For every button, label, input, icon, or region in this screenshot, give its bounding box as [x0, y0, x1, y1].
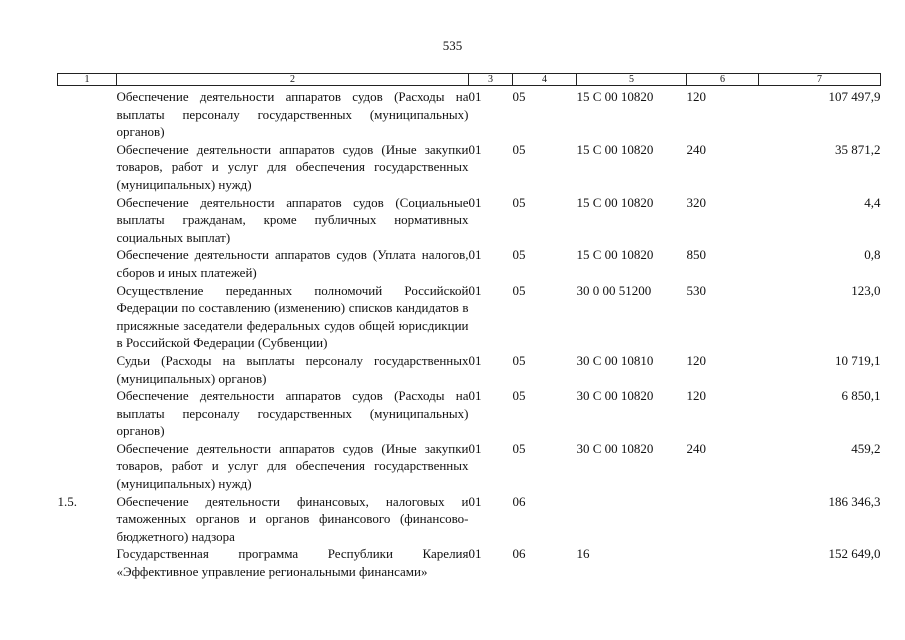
column-header: 4 [513, 74, 577, 86]
column-header: 5 [577, 74, 687, 86]
target-article-code: 30 0 00 51200 [576, 282, 652, 298]
expense-type-code: 240 [686, 440, 706, 456]
expense-type-code: 850 [686, 247, 706, 263]
row-number [58, 86, 117, 141]
amount: 107 497,9 [828, 89, 881, 104]
expense-type-code: 320 [686, 194, 706, 210]
subsection-code: 05 [512, 440, 526, 456]
row-number [58, 387, 117, 440]
subsection-code: 06 [512, 546, 526, 562]
amount: 459,2 [851, 440, 881, 456]
amount: 0,8 [864, 247, 881, 263]
expense-type-code: 120 [686, 388, 706, 404]
target-article-code: 30 С 00 10820 [576, 440, 654, 456]
row-description: Обеспечение деятельности аппаратов судов (Уплата налогов, сборов и иных платежей) [116, 247, 469, 280]
column-header: 7 [759, 74, 881, 86]
expense-type-code: 120 [686, 352, 706, 368]
section-code: 01 [468, 388, 482, 404]
row-description: Государственная программа Республики Карелия «Эффективное управление региональными финансами» [116, 546, 469, 580]
section-code: 01 [468, 352, 482, 368]
table-row [58, 352, 881, 387]
row-description: Обеспечение деятельности аппаратов судов (Социальные выплаты гражданам, кроме публичных нормативных социальных выплат) [116, 194, 469, 245]
subsection-code: 06 [512, 493, 526, 509]
row-number [58, 141, 117, 194]
subsection-code: 05 [512, 388, 526, 404]
amount: 6 850,1 [841, 388, 881, 404]
subsection-code: 05 [512, 141, 526, 157]
target-article-code: 30 С 00 10820 [576, 388, 654, 404]
section-code: 01 [468, 440, 482, 456]
page-number: 535 [442, 38, 463, 53]
budget-table [57, 73, 881, 581]
row-description: Обеспечение деятельности аппаратов судов (Иные закупки товаров, работ и услуг для обеспечения государственных (муниципальных) нужд) [116, 141, 469, 192]
row-number [58, 282, 117, 352]
target-article-code: 30 С 00 10810 [576, 352, 654, 368]
table-row [58, 246, 881, 281]
row-description: Обеспечение деятельности аппаратов судов (Расходы на выплаты персоналу государственных (муниципальных) органов) [116, 388, 469, 439]
amount: 10 719,1 [835, 352, 881, 368]
table-row [58, 282, 881, 352]
target-article-code: 15 С 00 10820 [576, 89, 654, 104]
section-code: 01 [468, 141, 482, 157]
amount: 186 346,3 [828, 493, 881, 509]
amount: 35 871,2 [835, 141, 881, 157]
target-article-code: 15 С 00 10820 [576, 194, 654, 210]
subsection-code: 05 [512, 194, 526, 210]
expense-type-code: 240 [686, 141, 706, 157]
subsection-code: 05 [512, 89, 526, 104]
table-row [58, 493, 881, 546]
section-code: 01 [468, 194, 482, 210]
amount: 123,0 [851, 282, 881, 298]
row-number [58, 246, 117, 281]
section-code: 01 [468, 493, 482, 509]
row-description: Судьи (Расходы на выплаты персоналу государственных (муниципальных) органов) [116, 352, 469, 386]
column-header: 3 [469, 74, 513, 86]
row-number [58, 440, 117, 493]
table-row [58, 141, 881, 194]
expense-type-code: 530 [686, 282, 706, 298]
table-row [58, 387, 881, 440]
column-header: 6 [687, 74, 759, 86]
amount: 152 649,0 [828, 546, 881, 562]
row-description: Обеспечение деятельности финансовых, налоговых и таможенных органов и органов финансового (финансово-бюджетного) надзора [116, 493, 469, 544]
column-header: 2 [117, 74, 469, 86]
section-code: 01 [468, 89, 482, 104]
column-header: 1 [58, 74, 117, 86]
column-header-row [58, 74, 881, 86]
subsection-code: 05 [512, 282, 526, 298]
subsection-code: 05 [512, 352, 526, 368]
amount: 4,4 [864, 194, 881, 210]
section-code: 01 [468, 247, 482, 263]
expense-type-code [687, 545, 759, 580]
row-number [58, 194, 117, 247]
table-row [58, 545, 881, 580]
target-article-code [577, 493, 687, 546]
expense-type-code [687, 493, 759, 546]
row-number: 1.5. [57, 493, 77, 509]
section-code: 01 [468, 546, 482, 562]
target-article-code: 16 [576, 546, 590, 562]
row-description: Осуществление переданных полномочий Российской Федерации по составлению (изменению) списков кандидатов в присяжные заседатели федеральных судов общей юрисдикции в Российской Федерации (Субвенции) [116, 282, 469, 351]
section-code: 01 [468, 282, 482, 298]
row-number [58, 545, 117, 580]
target-article-code: 15 С 00 10820 [576, 247, 654, 263]
table-row [58, 86, 881, 141]
table-row [58, 440, 881, 493]
target-article-code: 15 С 00 10820 [576, 141, 654, 157]
row-description: Обеспечение деятельности аппаратов судов (Иные закупки товаров, работ и услуг для обеспечения государственных (муниципальных) нужд) [116, 440, 469, 492]
row-number [58, 352, 117, 387]
table-row [58, 194, 881, 247]
subsection-code: 05 [512, 247, 526, 263]
expense-type-code: 120 [686, 89, 706, 104]
row-description: Обеспечение деятельности аппаратов судов (Расходы на выплаты персоналу государственных (муниципальных) органов) [116, 89, 469, 140]
